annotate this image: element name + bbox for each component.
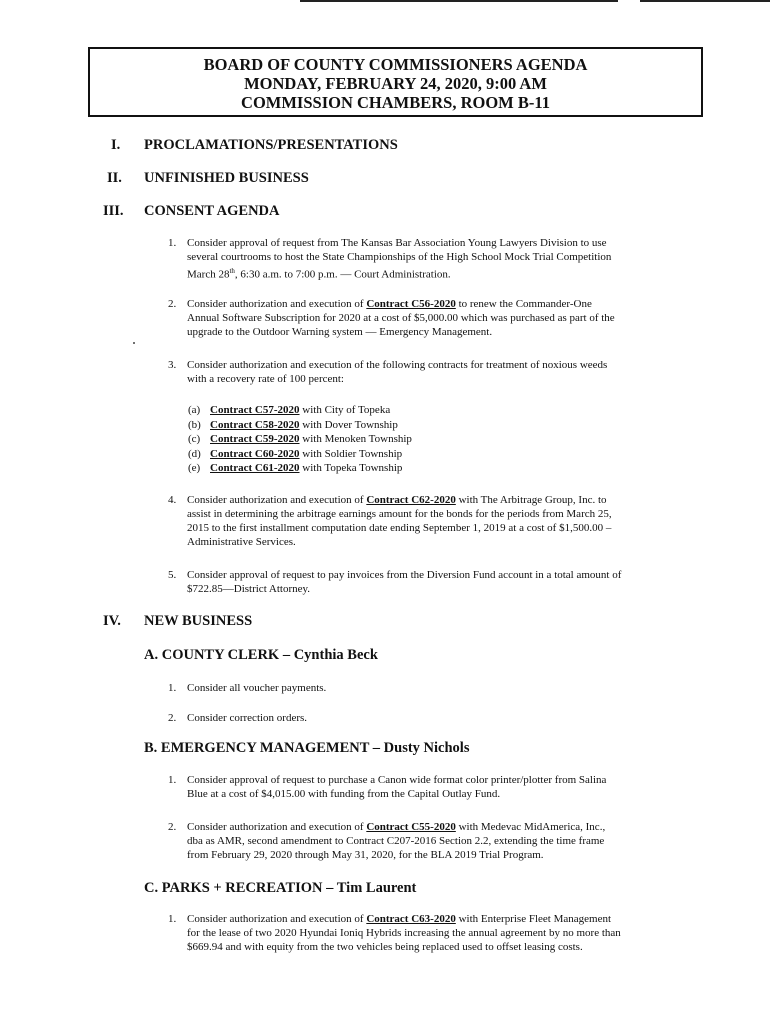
item-line: Consider authorization and execution of xyxy=(187,494,364,506)
item-number: 4. xyxy=(168,494,177,506)
item-line: Annual Software Subscription for 2020 at a cost of $5,000.00 which was purchased as part of the xyxy=(187,312,615,324)
subsection-parks-recreation: C. PARKS + RECREATION – Tim Laurent xyxy=(144,880,417,896)
section-number: IV. xyxy=(103,613,121,629)
list-letter: (a) xyxy=(188,404,201,416)
scan-dot xyxy=(133,342,135,344)
list-item xyxy=(188,432,412,447)
contract-link[interactable]: Contract C59-2020 xyxy=(210,433,300,445)
list-item xyxy=(188,447,412,462)
section-number: II. xyxy=(107,170,122,186)
item-number: 2. xyxy=(168,712,177,724)
item-number: 3. xyxy=(168,359,177,371)
item-line: , 6:30 a.m. to 7:00 p.m. — Court Administration. xyxy=(234,268,451,281)
item-line: Blue at a cost of $4,015.00 with funding from the Capital Outlay Fund. xyxy=(187,788,501,800)
item-number: 1. xyxy=(168,774,177,786)
item-line: Consider correction orders. xyxy=(187,712,308,724)
section-title: CONSENT AGENDA xyxy=(144,203,280,219)
contract-link[interactable]: Contract C60-2020 xyxy=(210,447,300,460)
contract-link[interactable]: Contract C58-2020 xyxy=(210,418,300,431)
contract-link[interactable]: Contract C61-2020 xyxy=(210,462,300,474)
item-line: Consider authorization and execution of xyxy=(187,298,364,310)
contract-link[interactable]: Contract C55-2020 xyxy=(366,821,456,833)
item-line: several courtrooms to host the State Championships of the High School Mock Trial Competition xyxy=(187,251,612,263)
item-line: March 28 xyxy=(187,268,230,281)
item-line: Consider approval of request to pay invoices from the Diversion Fund account in a total amount of xyxy=(187,569,622,581)
list-text: with Dover Township xyxy=(302,418,398,431)
contract-link[interactable]: Contract C57-2020 xyxy=(210,404,300,416)
item-line: with The Arbitrage Group, Inc. to xyxy=(458,494,607,506)
list-item xyxy=(188,403,412,418)
item-line: with Enterprise Fleet Management xyxy=(458,913,612,925)
header-title: BOARD OF COUNTY COMMISSIONERS AGENDA xyxy=(203,55,588,74)
item-line: Consider authorization and execution of the following contracts for treatment of noxious weeds xyxy=(187,359,608,371)
item-line: from February 29, 2020 through May 31, 2020, for the BLA 2019 Trial Program. xyxy=(187,849,544,861)
item-line: $722.85—District Attorney. xyxy=(187,583,311,595)
top-scan-line xyxy=(0,0,770,2)
subsection-emergency-management: B. EMERGENCY MANAGEMENT – Dusty Nichols xyxy=(144,740,470,756)
list-letter: (b) xyxy=(188,418,201,431)
item-line: for the lease of two 2020 Hyundai Ioniq Hybrids increasing the annual agreement by no more than xyxy=(187,927,621,939)
list-item xyxy=(188,461,412,476)
item-line: Consider all voucher payments. xyxy=(187,682,327,694)
list-item xyxy=(188,418,412,433)
list-text: with Soldier Township xyxy=(302,447,403,460)
item-line: Consider approval of request to purchase a Canon wide format color printer/plotter from Salina xyxy=(187,774,607,786)
section-title: NEW BUSINESS xyxy=(144,613,253,629)
item-number: 1. xyxy=(168,913,177,925)
contract-link[interactable]: Contract C62-2020 xyxy=(366,494,456,506)
item-line: Consider approval of request from The Kansas Bar Association Young Lawyers Division to use xyxy=(187,237,607,249)
subsection-county-clerk: A. COUNTY CLERK – Cynthia Beck xyxy=(144,647,378,663)
contract-sublist xyxy=(188,403,412,476)
item-line: Consider authorization and execution of xyxy=(187,913,364,925)
list-letter: (c) xyxy=(188,433,201,445)
item-number: 1. xyxy=(168,682,177,694)
contract-link[interactable]: Contract C63-2020 xyxy=(366,913,456,925)
item-line: upgrade to the Outdoor Warning system — Emergency Management. xyxy=(187,326,493,338)
section-title: PROCLAMATIONS/PRESENTATIONS xyxy=(144,137,398,153)
header-date: MONDAY, FEBRUARY 24, 2020, 9:00 AM xyxy=(244,74,547,93)
item-line: with a recovery rate of 100 percent: xyxy=(187,373,344,385)
list-letter: (e) xyxy=(188,462,201,474)
section-number: III. xyxy=(103,203,124,219)
contract-link[interactable]: Contract C56-2020 xyxy=(366,298,456,310)
list-text: with Menoken Township xyxy=(302,433,412,445)
item-number: 1. xyxy=(168,237,177,249)
agenda-header xyxy=(88,47,703,117)
item-line: with Medevac MidAmerica, Inc., xyxy=(458,821,606,833)
item-line: $669.94 and with equity from the two vehicles being replaced used to offset leasing costs. xyxy=(187,941,583,953)
item-number: 2. xyxy=(168,821,177,833)
section-title: UNFINISHED BUSINESS xyxy=(144,170,309,186)
item-line: assist in determining the arbitrage earnings amount for the bonds for the periods from March 25, xyxy=(187,508,612,520)
header-location: COMMISSION CHAMBERS, ROOM B-11 xyxy=(241,93,550,112)
section-number: I. xyxy=(111,137,121,153)
item-line: Consider authorization and execution of xyxy=(187,821,364,833)
ordinal-suffix: th xyxy=(229,267,235,275)
item-line: dba as AMR, second amendment to Contract C207-2016 Section 2.2, extending the time frame xyxy=(187,835,605,847)
list-letter: (d) xyxy=(188,447,201,460)
item-number: 5. xyxy=(168,569,177,581)
list-text: with Topeka Township xyxy=(302,462,403,474)
item-line: 2015 to the first installment computation date ending September 1, 2019 at a cost of $1,500.00 – xyxy=(187,522,612,534)
item-line: Administrative Services. xyxy=(187,536,296,548)
list-text: with City of Topeka xyxy=(302,404,391,416)
item-number: 2. xyxy=(168,298,177,310)
item-line: to renew the Commander-One xyxy=(458,298,592,310)
